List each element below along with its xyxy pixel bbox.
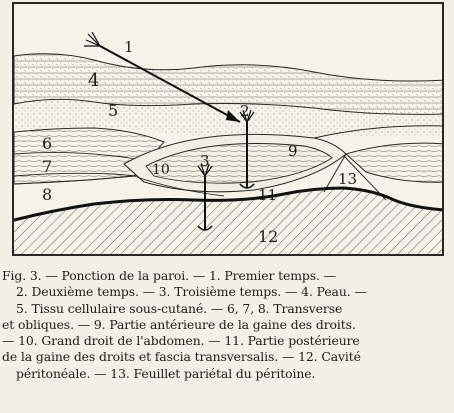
caption-line: 5. Tissu cellulaire sous-cutané. — 6, 7, 8. Transverse: [16, 300, 343, 316]
label-4: 4: [88, 70, 100, 91]
label-7: 7: [42, 157, 53, 176]
caption-line: péritonéale. — 13. Feuillet pariétal du péritoine.: [16, 365, 316, 381]
right-muscle-lens: [346, 143, 444, 182]
caption-line: — 10. Grand droit de l'abdomen. — 11. Partie postérieure: [2, 333, 360, 349]
label-2: 2: [240, 102, 250, 120]
caption-line: et obliques. — 9. Partie antérieure de la gaine des droits.: [2, 316, 356, 332]
label-9: 9: [288, 142, 298, 160]
label-5: 5: [108, 101, 119, 120]
figure-caption: [2, 268, 448, 382]
peritoneal-cavity: [14, 188, 444, 256]
label-8: 8: [42, 185, 53, 204]
anatomical-figure: [12, 2, 444, 256]
label-11: 11: [258, 186, 278, 204]
caption-line: Fig. 3. — Ponction de la paroi. — 1. Premier temps. —: [2, 268, 336, 283]
label-1: 1: [124, 38, 134, 56]
label-12: 12: [258, 227, 279, 246]
figure-drawing: [14, 4, 444, 256]
caption-line: de la gaine des droits et fascia transversalis. — 12. Cavité: [2, 349, 361, 365]
label-13: 13: [338, 170, 358, 188]
label-3: 3: [200, 152, 210, 170]
label-6: 6: [42, 134, 53, 153]
label-10: 10: [152, 162, 170, 178]
caption-line: 2. Deuxième temps. — 3. Troisième temps. — 4. Peau. —: [16, 284, 367, 300]
